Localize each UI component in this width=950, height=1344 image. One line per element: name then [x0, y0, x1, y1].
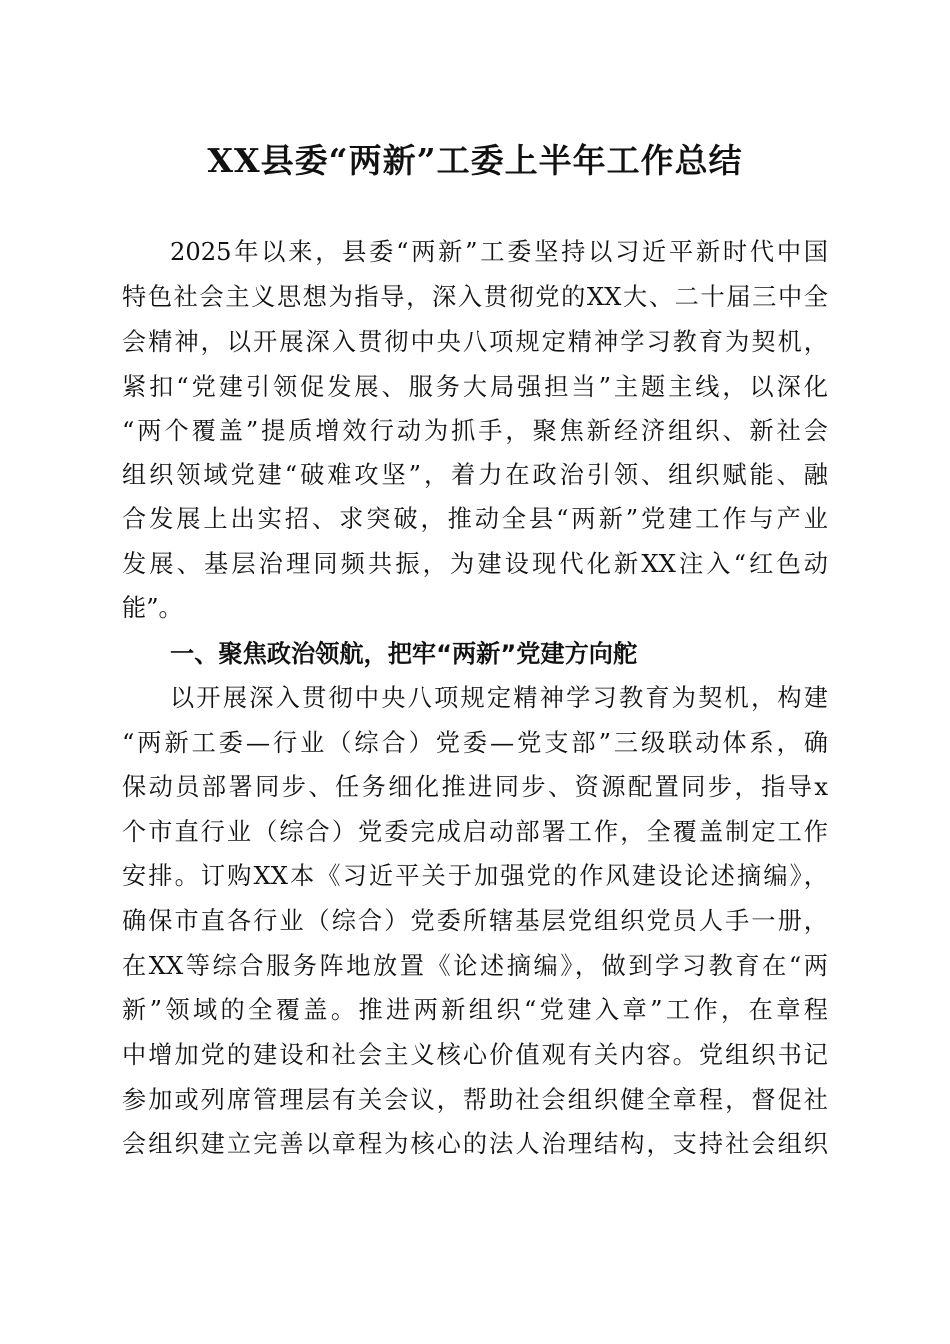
section-line: 在XX等综合服务阵地放置《论述摘编》，做到学习教育在“两: [122, 952, 828, 980]
intro-line: 特色社会主义思想为指导，深入贯彻党的XX大、二十届三中全: [122, 283, 828, 311]
section-line: 会组织建立完善以章程为核心的法人治理结构，支持社会组织: [122, 1130, 828, 1158]
intro-line: “两个覆盖”提质增效行动为抓手，聚焦新经济组织、新社会: [122, 417, 828, 445]
section-line: 新”领域的全覆盖。推进两新组织“党建入章”工作，在章程: [122, 996, 828, 1024]
intro-line: 组织领域党建“破难攻坚”，着力在政治引领、组织赋能、融: [122, 461, 828, 489]
section-heading: 一、聚焦政治领航，把牢“两新”党建方向舵: [170, 640, 638, 668]
intro-line: 发展、基层治理同频共振，为建设现代化新XX注入“红色动: [122, 550, 828, 578]
section-line: “两新工委—行业（综合）党委—党支部”三级联动体系，确: [122, 729, 828, 757]
intro-line: 能”。: [122, 594, 183, 622]
section-line: 中增加党的建设和社会主义核心价值观有关内容。党组织书记: [122, 1041, 828, 1069]
document-title: XX县委“两新”工委上半年工作总结: [207, 141, 743, 180]
intro-line: 紧扣“党建引领促发展、服务大局强担当”主题主线，以深化: [122, 373, 828, 401]
section-line: 个市直行业（综合）党委完成启动部署工作，全覆盖制定工作: [122, 818, 828, 846]
section-line: 保动员部署同步、任务细化推进同步、资源配置同步，指导x: [122, 773, 828, 801]
section-line: 参加或列席管理层有关会议，帮助社会组织健全章程，督促社: [122, 1086, 828, 1114]
section-line: 以开展深入贯彻中央八项规定精神学习教育为契机，构建: [170, 684, 828, 712]
section-line: 安排。订购XX本《习近平关于加强党的作风建设论述摘编》，: [122, 862, 828, 890]
intro-line: 会精神，以开展深入贯彻中央八项规定精神学习教育为契机，: [122, 328, 828, 356]
intro-line: 2025年以来，县委“两新”工委坚持以习近平新时代中国: [170, 238, 828, 266]
section-line: 确保市直各行业（综合）党委所辖基层党组织党员人手一册，: [122, 907, 828, 935]
intro-line: 合发展上出实招、求突破，推动全县“两新”党建工作与产业: [122, 505, 828, 533]
